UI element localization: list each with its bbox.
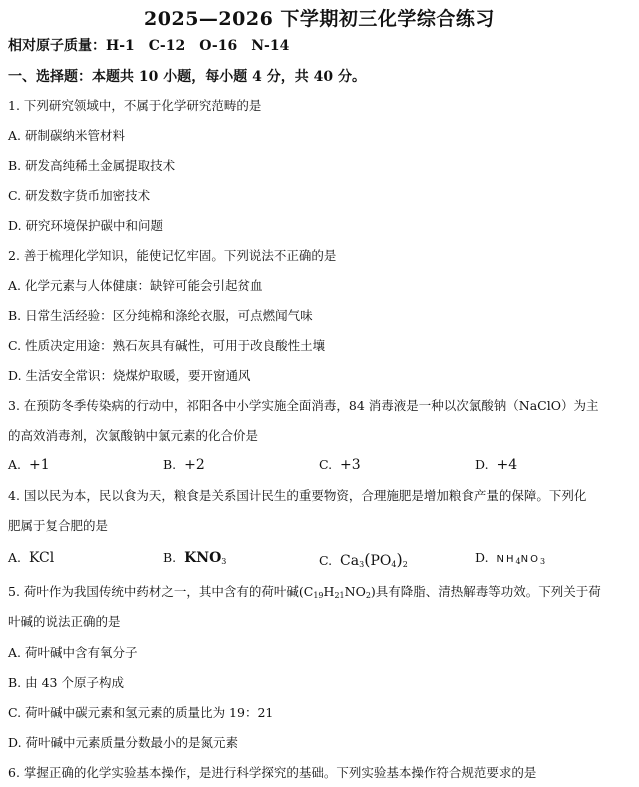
q5-option-c: C. 荷叶碱中碳元素和氢元素的质量比为 19：21	[8, 705, 274, 720]
atomic-mass-line: 相对原子质量：H-1 C-12 O-16 N-14	[8, 38, 290, 54]
q1-stem: 1. 下列研究领域中，不属于化学研究范畴的是	[8, 98, 262, 113]
q5-stem-line2: 叶碱的说法正确的是	[8, 614, 121, 629]
q3-stem-line2: 的高效消毒剂，次氯酸钠中氯元素的化合价是	[8, 428, 259, 443]
q4-stem-line2: 肥属于复合肥的是	[8, 518, 109, 533]
section-heading: 一、选择题：本题共 10 小题，每小题 4 分，共 40 分。	[8, 69, 366, 85]
q5-stem-line1: 5. 荷叶作为我国传统中药材之一，其中含有的荷叶碱$(C_{19}H_{21}NO_2)$具有降脂、清热解毒等功效。下列关于荷	[8, 584, 601, 600]
q5-option-b: B. 由 43 个原子构成	[8, 675, 124, 690]
q4-options	[8, 550, 631, 568]
q4-stem-line1: 4. 国以民为本，民以食为天，粮食是关系国计民生的重要物资，合理施肥是增加粮食产量的保障。下列化	[8, 488, 587, 503]
q1-option-d: D. 研究环境保护碳中和问题	[8, 218, 164, 233]
q4-option-c: C. $Ca_3(PO_4)_2$	[319, 550, 408, 569]
q3-option-b: B. +2	[163, 457, 205, 473]
q1-option-b: B. 研发高纯稀土金属提取技术	[8, 158, 176, 173]
q1-option-c: C. 研发数字货币加密技术	[8, 188, 151, 203]
q4-option-a: A. KCl	[8, 550, 55, 566]
q3-options	[8, 457, 631, 475]
q4-option-d: D. $NH_4NO_3$	[475, 550, 546, 566]
q1-option-a: A. 研制碳纳米管材料	[8, 128, 125, 143]
q3-option-a: A. +1	[8, 457, 50, 473]
q2-stem: 2. 善于梳理化学知识，能使记忆牢固。下列说法不正确的是	[8, 248, 337, 263]
q2-option-c: C. 性质决定用途：熟石灰具有碱性，可用于改良酸性土壤	[8, 338, 326, 353]
q2-option-d: D. 生活安全常识：烧煤炉取暖，要开窗通风	[8, 368, 251, 383]
q3-stem-line1: 3. 在预防冬季传染病的行动中，祁阳各中小学实施全面消毒，84 消毒液是一种以次氯酸钠（NaClO）为主	[8, 398, 599, 413]
q5-option-d: D. 荷叶碱中元素质量分数最小的是氮元素	[8, 735, 239, 750]
q3-option-d: D. +4	[475, 457, 518, 473]
q2-option-a: A. 化学元素与人体健康：缺锌可能会引起贫血	[8, 278, 263, 293]
page-title: 2025—2026 下学期初三化学综合练习	[144, 8, 495, 30]
q6-stem: 6. 掌握正确的化学实验基本操作，是进行科学探究的基础。下列实验基本操作符合规范要求的是	[8, 765, 537, 780]
q5-option-a: A. 荷叶碱中含有氧分子	[8, 645, 138, 660]
q3-option-c: C. +3	[319, 457, 361, 473]
q4-option-b: B. $KNO_3$	[163, 550, 227, 566]
q2-option-b: B. 日常生活经验：区分纯棉和涤纶衣服，可点燃闻气味	[8, 308, 313, 323]
